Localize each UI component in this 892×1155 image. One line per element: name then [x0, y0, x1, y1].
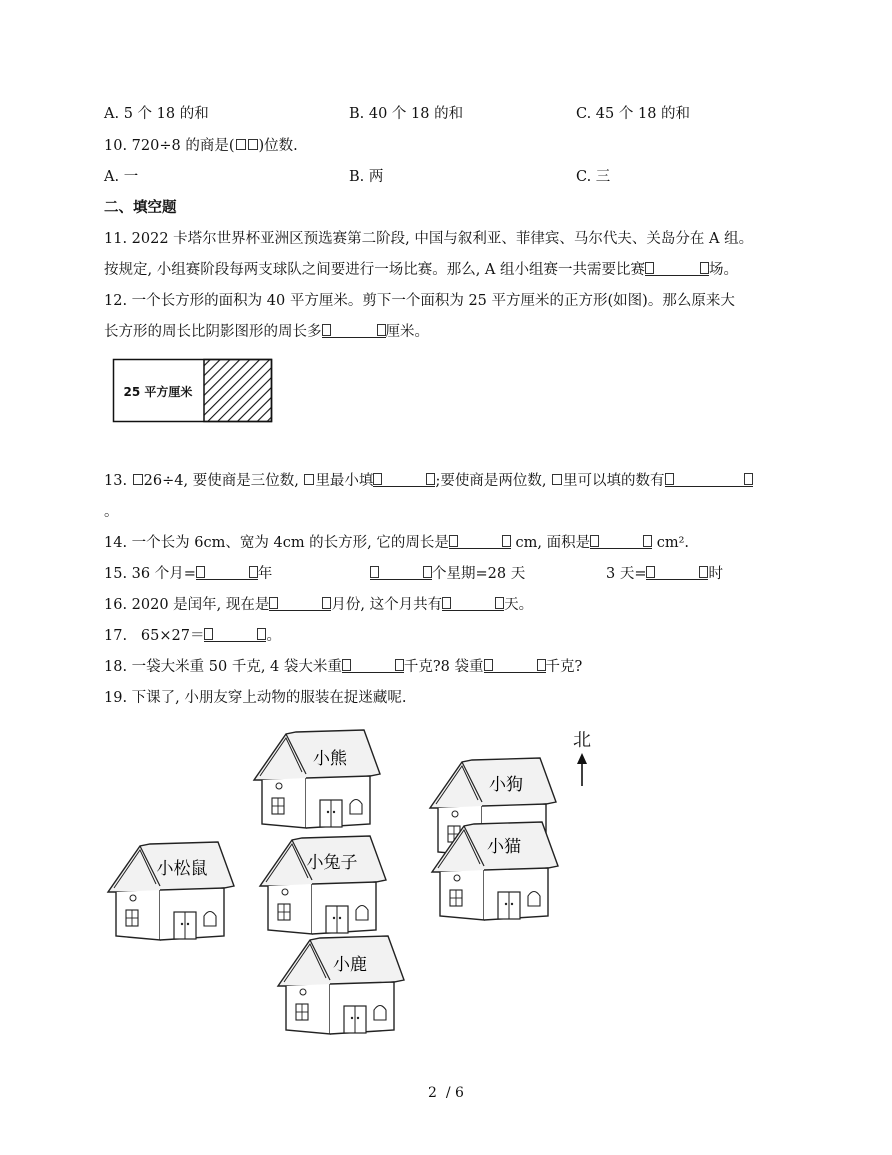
answer-blank[interactable] [204, 626, 266, 642]
answer-blank[interactable] [449, 533, 511, 549]
q10-text-post: )位数. [258, 138, 298, 154]
q12-line2: 长方形的周长比阴影图形的周长多 厘米。 [104, 324, 429, 340]
north-arrow-icon [570, 728, 600, 790]
north-label: 北 [573, 730, 591, 751]
answer-blank[interactable] [484, 657, 546, 673]
question-17: 17. 65×27＝ 。 [104, 628, 281, 644]
q10-text-pre: 10. 720÷8 的商是( [104, 138, 235, 154]
question-13: 13. 26÷4, 要使商是三位数, 里最小填 ;要使商是两位数, 里可以填的数有 [104, 471, 753, 491]
q15-part-c: 3 天= 时 [606, 566, 723, 582]
answer-box [236, 139, 246, 150]
digit-box [133, 474, 143, 485]
answer-blank[interactable] [442, 595, 504, 611]
q15-part-a: 15. 36 个月= 年 [104, 566, 273, 582]
q9-option-c: C. 45 个 18 的和 [576, 106, 691, 122]
q13-end: 。 [104, 504, 119, 520]
answer-blank[interactable] [269, 595, 331, 611]
answer-blank[interactable] [646, 564, 708, 580]
house-label-deer: 小鹿 [333, 955, 367, 975]
house-label-cat: 小猫 [487, 837, 521, 857]
question-18: 18. 一袋大米重 50 千克, 4 袋大米重 千克?8 袋重 千克? [104, 659, 583, 675]
house-label-squirrel: 小松鼠 [156, 859, 208, 879]
question-16: 16. 2020 是闰年, 现在是 月份, 这个月共有 天。 [104, 597, 534, 613]
house-xiaolu [278, 936, 404, 1034]
section-title: 二、填空题 [104, 200, 177, 216]
q10-option-b: B. 两 [349, 169, 384, 185]
answer-box [248, 139, 258, 150]
house-map [100, 720, 570, 1035]
question-10 [104, 136, 298, 156]
house-xiaosongshu [108, 842, 234, 940]
figure-label: 25 平方厘米 [123, 385, 193, 399]
answer-blank[interactable] [196, 564, 258, 580]
q9-option-b: B. 40 个 18 的和 [349, 106, 464, 122]
answer-blank[interactable] [645, 260, 709, 276]
question-14: 14. 一个长为 6cm、宽为 4cm 的长方形, 它的周长是 cm, 面积是 cm². [104, 535, 690, 551]
q15-part-b: 个星期=28 天 [370, 564, 525, 584]
house-xiaotuzi [260, 836, 386, 934]
q10-option-a: A. 一 [104, 169, 139, 185]
house-label-dog: 小狗 [489, 775, 523, 795]
answer-blank[interactable] [322, 322, 386, 338]
page-number: 2 / 6 [428, 1085, 464, 1101]
rectangle-figure [112, 358, 274, 424]
answer-blank[interactable] [590, 533, 652, 549]
q10-option-c: C. 三 [576, 169, 611, 185]
question-19: 19. 下课了, 小朋友穿上动物的服装在捉迷藏呢. [104, 690, 407, 706]
q12-line1: 12. 一个长方形的面积为 40 平方厘米。剪下一个面积为 25 平方厘米的正方形(如图)。那么原来大 [104, 293, 735, 309]
digit-box [304, 474, 314, 485]
q11-line2: 按规定, 小组赛阶段每两支球队之间要进行一场比赛。那么, A 组小组赛一共需要比赛 场。 [104, 262, 739, 278]
q11-line1: 11. 2022 卡塔尔世界杯亚洲区预选赛第二阶段, 中国与叙利亚、菲律宾、马尔代夫、关岛分在 A 组。 [104, 231, 754, 247]
answer-blank[interactable] [342, 657, 404, 673]
answer-blank[interactable] [373, 471, 435, 487]
answer-blank[interactable] [665, 471, 753, 487]
answer-blank[interactable] [370, 564, 432, 580]
q9-option-a: A. 5 个 18 的和 [104, 106, 209, 122]
house-label-rabbit: 小兔子 [306, 853, 358, 873]
house-label-bear: 小熊 [313, 749, 347, 769]
house-xiaoxiong [254, 730, 380, 828]
digit-box [552, 474, 562, 485]
